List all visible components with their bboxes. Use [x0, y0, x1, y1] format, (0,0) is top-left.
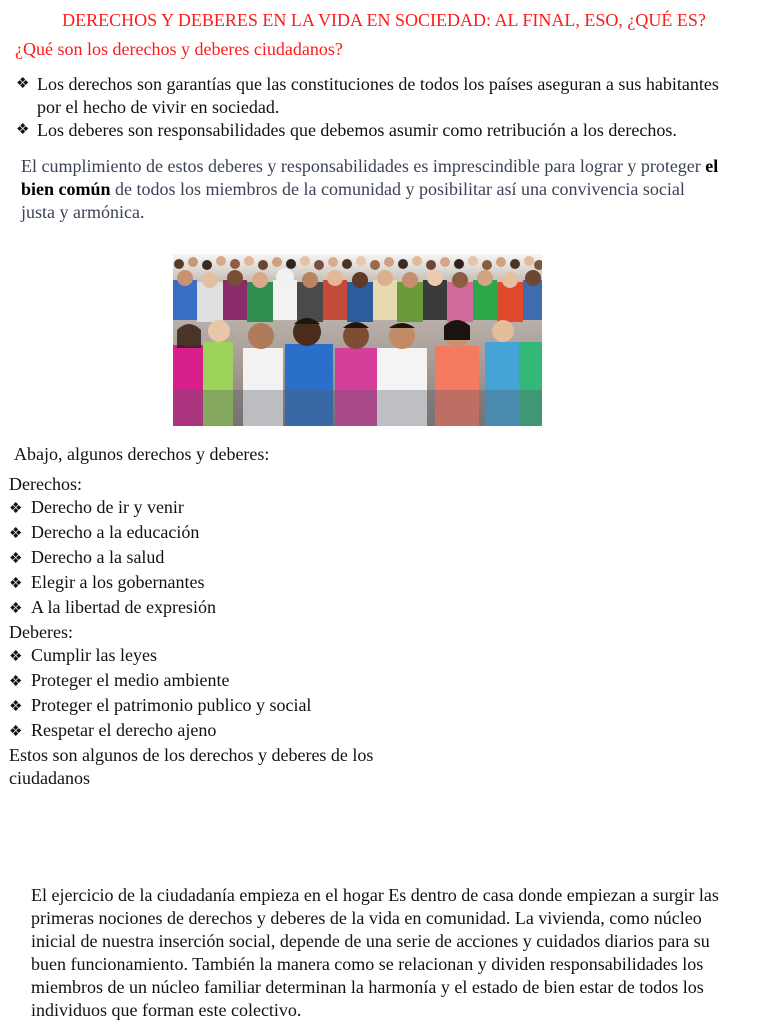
list-item — [9, 719, 429, 744]
diamond-bullet-icon: ❖ — [9, 526, 23, 542]
rights-duties-list — [9, 473, 429, 790]
list-item — [9, 694, 429, 719]
list-item — [9, 669, 429, 694]
section-question-heading: ¿Qué son los derechos y deberes ciudadanos? — [15, 39, 343, 59]
duty-text: Cumplir las leyes — [31, 645, 157, 665]
definition-text: Los deberes son responsabilidades que debemos asumir como retribución a los derechos. — [37, 120, 677, 140]
duties-heading: Deberes: — [9, 622, 73, 642]
list-item — [9, 546, 429, 571]
definitions-list — [16, 73, 746, 142]
diamond-bullet-icon: ❖ — [9, 576, 23, 592]
home-citizenship-paragraph: El ejercicio de la ciudadanía empieza en el hogar Es dentro de casa donde empiezan a surgir las primeras nociones de derechos y deberes de la vida en comunidad. La vivienda, como núcleo inicial de nuestra inserción social, depende de una serie de acciones y cuidados diarios para su buen funcionamiento. También la manera como se relacionan y dividen responsabilidades los miembros de un núcleo familiar determinan la harmonía y el estado de bien estar de todos los individuos que forman este colectivo. — [31, 885, 719, 1020]
diamond-bullet-icon: ❖ — [16, 122, 30, 138]
list-item — [9, 521, 429, 546]
diamond-bullet-icon: ❖ — [9, 649, 23, 665]
definition-text: Los derechos son garantías que las constituciones de todos los países aseguran a sus habitantes por el hecho de vivir en sociedad. — [37, 74, 719, 117]
list-item — [9, 496, 429, 521]
list-item — [16, 73, 746, 119]
duty-text: Proteger el patrimonio publico y social — [31, 695, 312, 715]
list-item — [9, 571, 429, 596]
closing-line: Estos son algunos de los derechos y deberes de los ciudadanos — [9, 745, 374, 788]
right-text: A la libertad de expresión — [31, 597, 216, 617]
list-item — [16, 119, 746, 142]
right-text: Elegir a los gobernantes — [31, 572, 205, 592]
bold-phrase: el bien común — [21, 156, 719, 199]
list-item — [9, 644, 429, 669]
diamond-bullet-icon: ❖ — [9, 674, 23, 690]
diamond-bullet-icon: ❖ — [9, 699, 23, 715]
right-text: Derecho a la educación — [31, 522, 200, 542]
crowd-photo — [173, 230, 542, 426]
rights-heading: Derechos: — [9, 474, 82, 494]
examples-intro: Abajo, algunos derechos y deberes: — [14, 444, 270, 464]
diamond-bullet-icon: ❖ — [9, 724, 23, 740]
right-text: Derecho de ir y venir — [31, 497, 184, 517]
diamond-bullet-icon: ❖ — [9, 601, 23, 617]
diamond-bullet-icon: ❖ — [9, 551, 23, 567]
common-good-paragraph: El cumplimiento de estos deberes y responsabilidades es imprescindible para lograr y proteger el bien común de todos los miembros de la comunidad y posibilitar así una convivencia social justa y armónica. — [21, 156, 719, 222]
right-text: Derecho a la salud — [31, 547, 165, 567]
duty-text: Respetar el derecho ajeno — [31, 720, 217, 740]
diamond-bullet-icon: ❖ — [9, 501, 23, 517]
page-title: DERECHOS Y DEBERES EN LA VIDA EN SOCIEDAD: AL FINAL, ESO, ¿QUÉ ES? — [62, 10, 706, 30]
duty-text: Proteger el medio ambiente — [31, 670, 230, 690]
list-item — [9, 596, 429, 621]
diamond-bullet-icon: ❖ — [16, 76, 30, 92]
